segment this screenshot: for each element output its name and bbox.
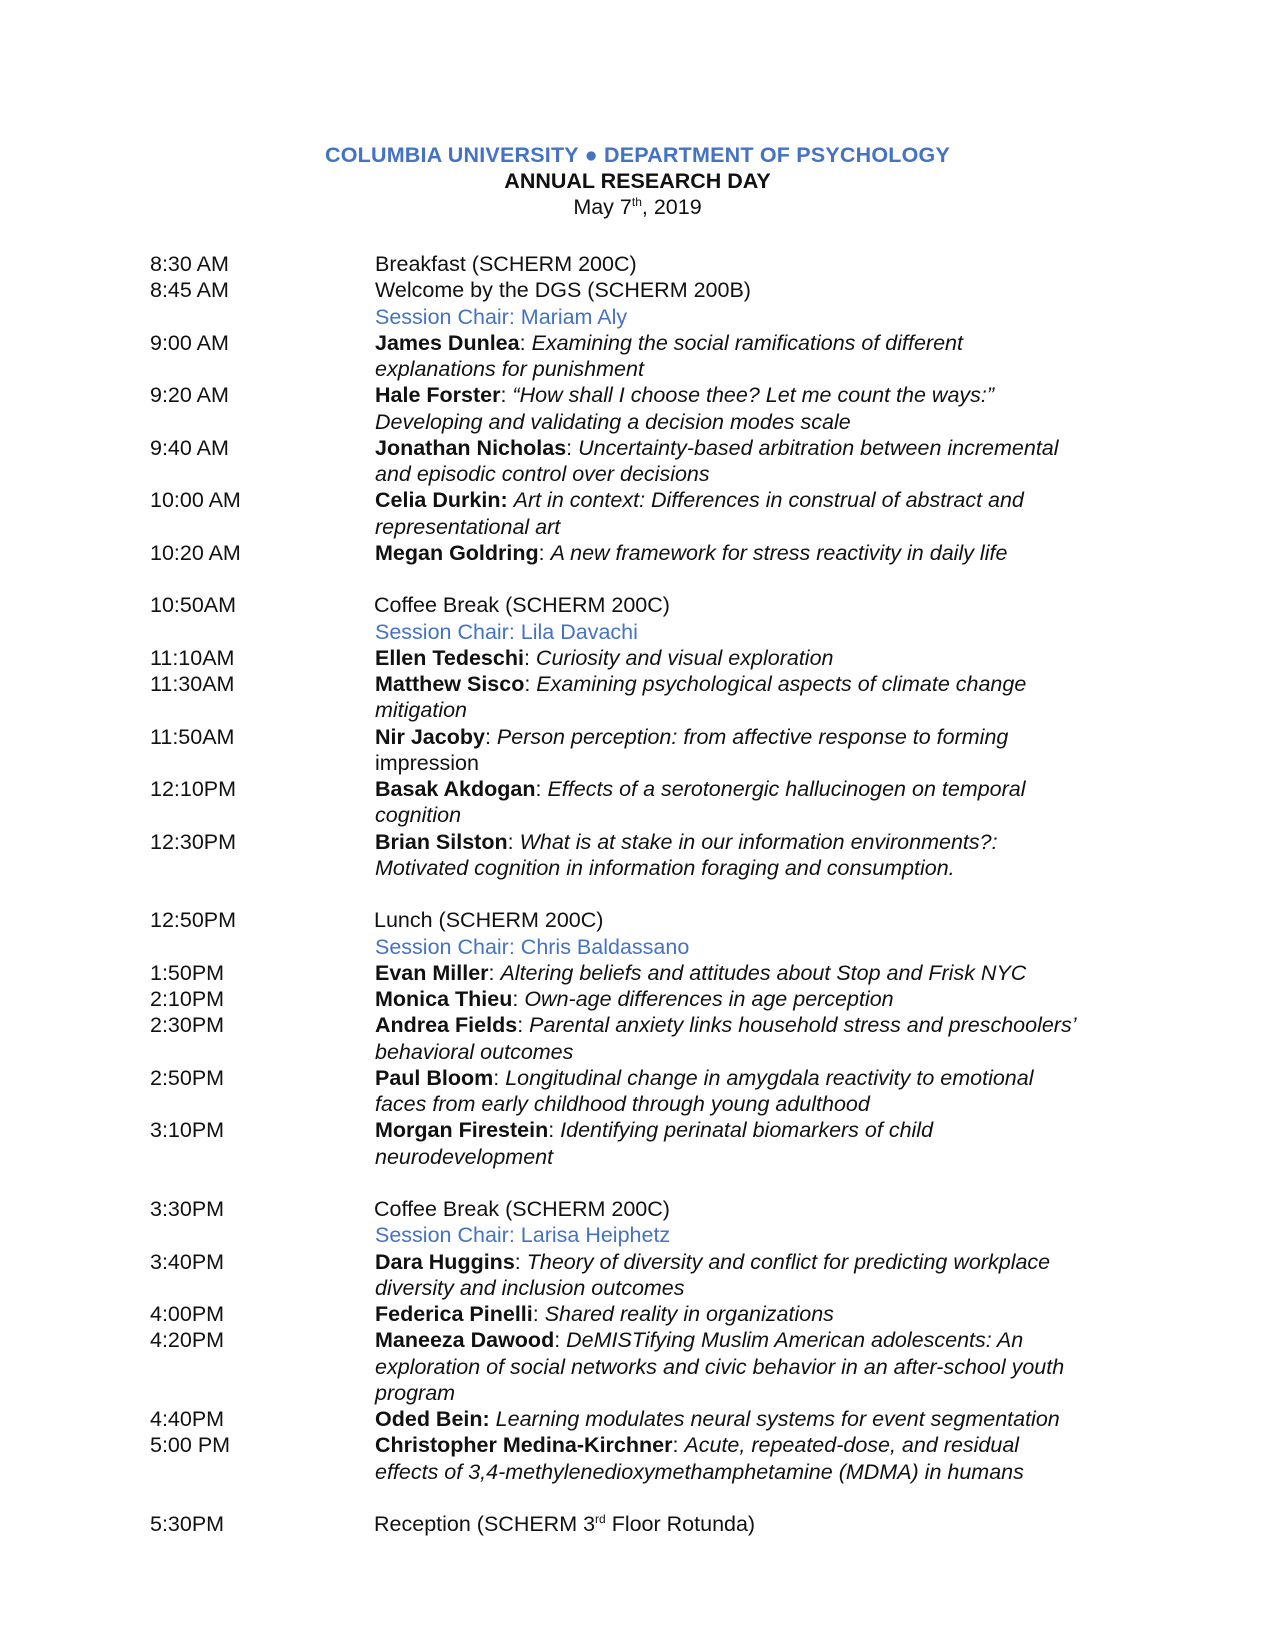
schedule-time: 3:30PM	[150, 1197, 225, 1221]
schedule-row	[0, 1459, 1275, 1485]
schedule-entry	[375, 750, 479, 776]
speaker-name: Andrea Fields	[375, 1013, 518, 1038]
schedule-spacer	[0, 1485, 1275, 1511]
entry-text: :	[538, 540, 551, 565]
schedule-entry	[375, 540, 1007, 566]
entry-text: Breakfast (SCHERM 200C)	[375, 252, 637, 276]
session-chair-row	[0, 304, 1275, 330]
event-title: ANNUAL RESEARCH DAY	[504, 169, 771, 193]
talk-title: Shared reality in organizations	[544, 1302, 834, 1326]
entry-text: :	[566, 435, 579, 460]
session-chair-row	[0, 1222, 1275, 1248]
schedule-entry	[375, 1327, 1023, 1353]
schedule-time: 2:30PM	[150, 1013, 225, 1038]
schedule-entry	[375, 330, 963, 356]
schedule-time: 8:30 AM	[150, 252, 229, 276]
schedule-entry	[375, 829, 998, 855]
schedule-entry	[375, 1249, 1050, 1275]
entry-text: :	[672, 1433, 685, 1458]
talk-title: What is at stake in our information environments?:	[519, 829, 998, 854]
schedule-entry	[375, 802, 461, 828]
entry-text: :	[493, 1065, 506, 1090]
schedule-row	[0, 986, 1275, 1012]
schedule-row	[0, 1354, 1275, 1380]
schedule-entry	[374, 1196, 670, 1222]
speaker-name: Jonathan Nicholas	[375, 435, 567, 460]
event-date	[0, 194, 1275, 220]
date-month-day: May 7	[573, 195, 632, 219]
talk-title: Identifying perinatal biomarkers of child	[560, 1118, 934, 1143]
schedule-row	[0, 356, 1275, 382]
schedule-spacer	[0, 881, 1275, 907]
schedule-row	[0, 540, 1275, 566]
session-chair	[375, 304, 627, 330]
schedule-time: 9:40 AM	[150, 435, 229, 460]
speaker-name: James Dunlea	[375, 330, 520, 355]
schedule-row	[0, 461, 1275, 487]
entry-text: :	[484, 724, 497, 749]
entry-text: :	[523, 645, 536, 670]
schedule-row	[0, 1039, 1275, 1065]
schedule-row	[0, 750, 1275, 776]
schedule-row	[0, 960, 1275, 986]
schedule-row	[0, 1275, 1275, 1301]
date-ordinal-suffix: th	[631, 195, 642, 209]
schedule-entry	[374, 1511, 755, 1537]
schedule-entry	[375, 1117, 933, 1143]
schedule-time: 9:20 AM	[150, 383, 229, 408]
schedule-entry	[374, 907, 603, 933]
schedule-row	[0, 382, 1275, 408]
schedule-time: 12:10PM	[150, 777, 237, 801]
schedule-entry	[375, 1091, 870, 1117]
entry-text: :	[512, 987, 525, 1011]
schedule-row	[0, 1327, 1275, 1353]
schedule-entry	[375, 1144, 553, 1170]
schedule-entry	[375, 697, 467, 723]
speaker-name: Maneeza Dawood	[375, 1328, 555, 1353]
schedule-time: 1:50PM	[150, 960, 225, 985]
talk-title: and episodic control over decisions	[375, 462, 710, 486]
entry-text: Session Chair: Larisa Heiphetz	[375, 1223, 671, 1248]
schedule-time: 2:10PM	[150, 987, 225, 1011]
schedule-row	[0, 487, 1275, 513]
talk-title: Theory of diversity and conflict for predicting workplace	[526, 1249, 1051, 1274]
entry-text: :	[532, 1302, 545, 1326]
talk-title: neurodevelopment	[375, 1144, 554, 1169]
schedule-row	[0, 776, 1275, 802]
schedule-row	[0, 1406, 1275, 1432]
talk-title: Curiosity and visual exploration	[535, 645, 834, 670]
schedule-row	[0, 435, 1275, 461]
talk-title: A new framework for stress reactivity in daily life	[550, 540, 1008, 565]
speaker-name: Dara Huggins	[375, 1249, 515, 1274]
entry-text: :	[500, 383, 513, 408]
speaker-name: Celia Durkin:	[375, 488, 508, 513]
schedule-entry	[375, 776, 1026, 802]
schedule-entry	[375, 382, 994, 408]
schedule-entry	[375, 1012, 1077, 1038]
talk-title: Examining psychological aspects of climate change	[536, 672, 1027, 696]
schedule-row	[0, 1380, 1275, 1406]
entry-text: :	[488, 960, 501, 985]
schedule-entry	[375, 1380, 455, 1406]
schedule-time: 4:20PM	[150, 1328, 225, 1353]
schedule-entry	[375, 487, 1024, 513]
speaker-name: Morgan Firestein	[375, 1118, 549, 1143]
talk-title: mitigation	[375, 698, 468, 723]
schedule-time: 10:50AM	[150, 593, 237, 618]
schedule-entry	[375, 1065, 1034, 1091]
speaker-name: Basak Akdogan	[375, 777, 536, 801]
schedule-entry	[375, 1406, 1060, 1432]
schedule-time: 11:50AM	[150, 724, 235, 749]
talk-title: Altering beliefs and attitudes about Stop and Frisk NYC	[500, 960, 1027, 985]
schedule-spacer	[0, 1170, 1275, 1196]
schedule-row	[0, 1065, 1275, 1091]
speaker-name: Paul Bloom	[375, 1065, 494, 1090]
entry-text: impression	[375, 750, 479, 775]
entry-text: Welcome by the DGS (SCHERM 200B)	[375, 278, 751, 303]
entry-text: Coffee Break (SCHERM 200C)	[374, 593, 670, 618]
talk-title: behavioral outcomes	[375, 1039, 574, 1064]
talk-title: cognition	[375, 803, 462, 828]
document-header	[0, 142, 1275, 220]
schedule-time: 4:00PM	[150, 1302, 225, 1326]
speaker-name: Brian Silston	[375, 829, 508, 854]
schedule-time: 4:40PM	[150, 1407, 225, 1431]
speaker-name: Oded Bein:	[375, 1407, 490, 1431]
talk-title: Art in context: Differences in construal of abstract and	[513, 488, 1024, 513]
date-year: , 2019	[641, 195, 702, 219]
schedule-row	[0, 592, 1275, 618]
schedule-row	[0, 1117, 1275, 1143]
schedule-row	[0, 907, 1275, 933]
session-chair	[375, 934, 689, 960]
schedule-row	[0, 671, 1275, 697]
schedule-row	[0, 724, 1275, 750]
schedule-entry	[375, 435, 1059, 461]
schedule-time: 3:40PM	[150, 1249, 225, 1274]
schedule-entry	[375, 1432, 1019, 1458]
schedule-time: 3:10PM	[150, 1118, 225, 1143]
entry-text: :	[524, 672, 537, 696]
schedule-entry	[375, 409, 851, 435]
schedule-row	[0, 1432, 1275, 1458]
speaker-name: Christopher Medina-Kirchner	[375, 1433, 673, 1458]
entry-text: :	[514, 1249, 527, 1274]
entry-text: Coffee Break (SCHERM 200C)	[374, 1197, 670, 1221]
schedule-row	[0, 251, 1275, 277]
schedule-entry	[375, 1301, 834, 1327]
schedule-entry	[375, 461, 710, 487]
schedule-row	[0, 829, 1275, 855]
entry-text: :	[548, 1118, 561, 1143]
speaker-name: Nir Jacoby	[375, 724, 485, 749]
speaker-name: Federica Pinelli	[375, 1302, 533, 1326]
schedule-row	[0, 409, 1275, 435]
entry-text: :	[554, 1328, 567, 1353]
schedule-entry	[375, 855, 955, 881]
schedule-row	[0, 1144, 1275, 1170]
speaker-name: Evan Miller	[375, 960, 489, 985]
speaker-name: Ellen Tedeschi	[375, 645, 524, 670]
entry-text: :	[535, 777, 548, 801]
schedule-time: 5:00 PM	[150, 1433, 231, 1458]
session-chair	[375, 619, 638, 645]
talk-title: Own-age differences in age perception	[524, 987, 894, 1011]
schedule-entry	[375, 251, 637, 277]
session-chair-row	[0, 619, 1275, 645]
schedule-row	[0, 645, 1275, 671]
schedule-entry	[375, 724, 1008, 750]
schedule-entry	[375, 960, 1026, 986]
talk-title: Longitudinal change in amygdala reactivity to emotional	[505, 1065, 1034, 1090]
schedule-row	[0, 330, 1275, 356]
schedule-spacer	[0, 566, 1275, 592]
schedule-entry	[375, 514, 560, 540]
speaker-name: Hale Forster	[375, 383, 501, 408]
speaker-name: Megan Goldring	[375, 540, 539, 565]
schedule-entry	[375, 1459, 1024, 1485]
schedule-row	[0, 277, 1275, 303]
ordinal-suffix: rd	[595, 1512, 606, 1526]
schedule-row	[0, 514, 1275, 540]
schedule-time: 8:45 AM	[150, 278, 229, 303]
talk-title: Examining the social ramifications of different	[531, 330, 963, 355]
schedule-entry	[375, 1275, 685, 1301]
talk-title: DeMISTifying Muslim American adolescents: An	[566, 1328, 1024, 1353]
schedule-time: 12:30PM	[150, 829, 237, 854]
schedule-entry	[375, 356, 644, 382]
talk-title: Acute, repeated-dose, and residual	[684, 1433, 1020, 1458]
talk-title: faces from early childhood through young adulthood	[375, 1092, 870, 1116]
talk-title: Effects of a serotonergic hallucinogen on temporal	[547, 777, 1026, 801]
speaker-name: Matthew Sisco	[375, 672, 525, 696]
schedule-entry	[375, 277, 751, 303]
schedule-row	[0, 855, 1275, 881]
schedule-row	[0, 1301, 1275, 1327]
schedule-entry	[374, 592, 670, 618]
entry-text: :	[519, 330, 532, 355]
talk-title: Developing and validating a decision modes scale	[375, 409, 851, 434]
entry-text: :	[517, 1013, 530, 1038]
schedule-row	[0, 697, 1275, 723]
schedule-entry	[375, 1039, 573, 1065]
talk-title: Learning modulates neural systems for event segmentation	[495, 1407, 1060, 1431]
talk-title: exploration of social networks and civic behavior in an after-school youth	[375, 1354, 1065, 1379]
entry-text: :	[507, 829, 520, 854]
talk-title: diversity and inclusion outcomes	[375, 1275, 685, 1300]
schedule-row	[0, 1249, 1275, 1275]
entry-text: Session Chair: Lila Davachi	[375, 619, 638, 644]
schedule-time: 11:30AM	[150, 672, 235, 696]
entry-text: Reception (SCHERM 3	[374, 1512, 596, 1536]
schedule-time: 10:00 AM	[150, 488, 241, 513]
entry-text: Lunch (SCHERM 200C)	[374, 908, 604, 933]
talk-title: “How shall I choose thee? Let me count the ways:”	[512, 383, 995, 408]
schedule-entry	[375, 986, 894, 1012]
session-chair	[375, 1222, 670, 1248]
schedule-list	[0, 251, 1275, 1537]
talk-title: Parental anxiety links household stress and preschoolers’	[529, 1013, 1077, 1038]
talk-title: Uncertainty-based arbitration between incremental	[578, 435, 1059, 460]
schedule-row	[0, 1196, 1275, 1222]
talk-title: Person perception: from affective response to forming	[496, 724, 1009, 749]
schedule-row	[0, 1511, 1275, 1537]
schedule-time: 2:50PM	[150, 1065, 225, 1090]
schedule-time: 12:50PM	[150, 908, 237, 933]
speaker-name: Monica Thieu	[375, 987, 513, 1011]
entry-text: Session Chair: Chris Baldassano	[375, 934, 690, 959]
talk-title: representational art	[375, 514, 561, 539]
talk-title: explanations for punishment	[375, 357, 644, 381]
schedule-row	[0, 1012, 1275, 1038]
talk-title: Motivated cognition in information foraging and consumption.	[375, 855, 955, 880]
schedule-entry	[375, 671, 1026, 697]
schedule-entry	[375, 645, 834, 671]
session-chair-row	[0, 934, 1275, 960]
schedule-time: 11:10AM	[150, 645, 235, 670]
university-department-heading: COLUMBIA UNIVERSITY ● DEPARTMENT OF PSYCHOLOGY	[324, 143, 950, 167]
entry-text: Session Chair: Mariam Aly	[375, 304, 628, 329]
talk-title: effects of 3,4-methylenedioxymethamphetamine (MDMA) in humans	[375, 1459, 1024, 1484]
schedule-row	[0, 802, 1275, 828]
schedule-entry	[375, 1354, 1064, 1380]
entry-text: Floor Rotunda)	[605, 1512, 756, 1536]
talk-title: program	[375, 1380, 456, 1405]
schedule-time: 9:00 AM	[150, 330, 229, 355]
schedule-time: 10:20 AM	[150, 540, 241, 565]
schedule-row	[0, 1091, 1275, 1117]
schedule-time: 5:30PM	[150, 1512, 225, 1536]
